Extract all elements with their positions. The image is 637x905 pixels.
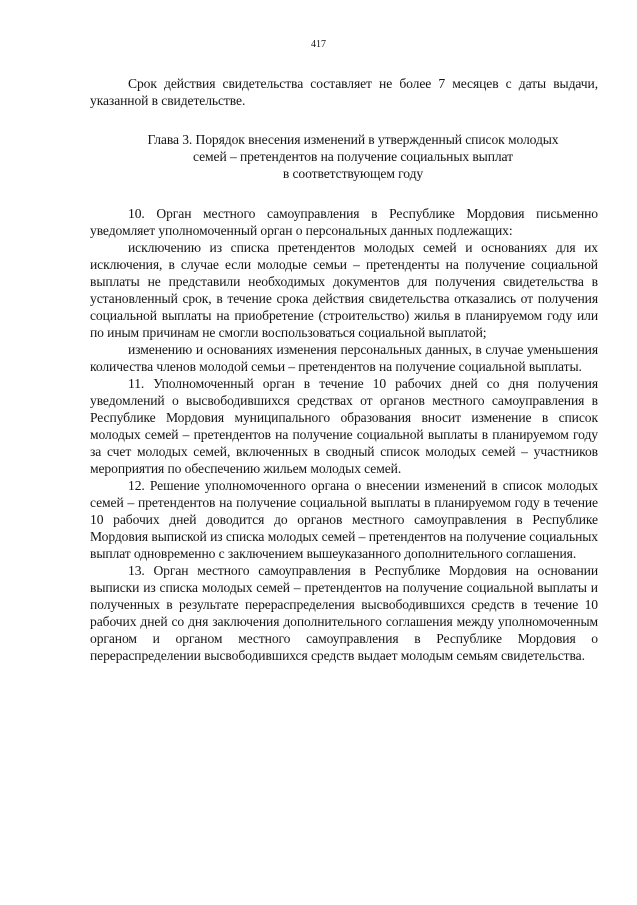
chapter-title-line-2: семей – претендентов на получение социальных выплат (193, 149, 513, 164)
intro-paragraph: Срок действия свидетельства составляет не более 7 месяцев с даты выдачи, указанной в свидетельстве. (90, 76, 598, 108)
paragraph-12: 12. Решение уполномоченного органа о внесении изменений в список молодых семей – претендентов на получение социальной выплаты в планируемом году в течение 10 рабочих дней доводится до органов местного самоуправления в Республике Мордовия выпиской из списка молодых семей – претендентов на получение социальных выплат одновременно с заключением вышеуказанного дополнительного соглашения. (90, 478, 598, 561)
paragraph-10-exclusion-clause: исключению из списка претендентов молодых семей и основаниях для их исключения, в случае если молодые семьи – претенденты на получение социальной выплаты не представили необходимых документов для получения свидетельства в установленный срок, в течение срока действия свидетельства отказались от получения социальной выплаты на приобретение (строительство) жилья в планируемом году или по иным причинам не смогли воспользоваться социальной выплатой; (90, 240, 598, 340)
chapter-title-line-1: Глава 3. Порядок внесения изменений в утвержденный список молодых (147, 132, 559, 147)
chapter-title-line-3: в соответствующем году (282, 166, 424, 181)
paragraph-11: 11. Уполномоченный орган в течение 10 рабочих дней со дня получения уведомлений о высвободившихся средствах от органов местного самоуправления в Республике Мордовия муниципального образования вносит изменение в список молодых семей – претендентов на получение социальной выплаты в планируемом году за счет молодых семей, включенных в сводный список молодых семей – участников мероприятия по обеспечению жильем молодых семей. (90, 376, 598, 476)
paragraph-10: 10. Орган местного самоуправления в Республике Мордовия письменно уведомляет уполномоченный орган о персональных данных подлежащих: (90, 206, 598, 238)
document-body (90, 75, 598, 664)
paragraph-13: 13. Орган местного самоуправления в Республике Мордовия на основании выписки из списка молодых семей – претендентов на получение социальной выплаты и полученных в результате перераспределения высвободившихся средств в течение 10 рабочих дней со дня заключения дополнительного соглашения между уполномоченным органом и органом местного самоуправления в Республике Мордовия о перераспределении высвободившихся средств выдает молодым семьям свидетельства. (90, 563, 598, 663)
paragraph-10-change-clause: изменению и основаниях изменения персональных данных, в случае уменьшения количества членов молодой семьи – претендентов на получение социальной выплаты. (90, 342, 598, 374)
page-number: 417 (311, 39, 326, 50)
chapter-title (90, 131, 598, 182)
